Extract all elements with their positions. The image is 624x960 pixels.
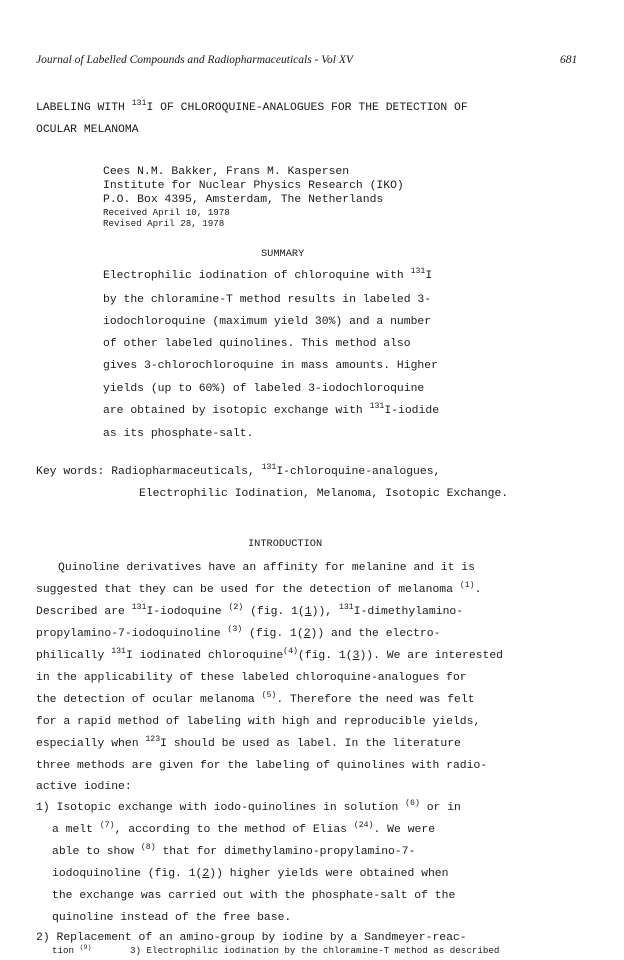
intro-line: in the applicability of these labeled chloroquine-analogues for: [36, 672, 467, 684]
summary-heading: SUMMARY: [261, 248, 305, 260]
intro-line: Described are $^{131}$I-iodoquine $^{(2)}$ (fig. 1(1)), $^{131}$I-dimethylamino-: [36, 603, 464, 618]
intro-line: three methods are given for the labeling of quinolines with radio-: [36, 760, 488, 772]
method-item-1-line: the exchange was carried out with the phosphate-salt of the: [52, 890, 456, 902]
summary-line: Electrophilic iodination of chloroquine with $^{131}$I: [103, 267, 433, 282]
summary-line: are obtained by isotopic exchange with $^{131}$I-iodide: [103, 402, 440, 417]
intro-line: active iodine:: [36, 781, 132, 793]
keywords-line: Electrophilic Iodination, Melanoma, Isotopic Exchange.: [139, 488, 509, 500]
summary-line: of other labeled quinolines. This method also: [103, 338, 411, 350]
method-item-1-line: a melt $^{(7)}$, according to the method of Elias $^{(24)}$. We were: [52, 821, 436, 836]
intro-line: suggested that they can be used for the detection of melanoma $^{(1)}$.: [36, 581, 482, 596]
intro-line: Quinoline derivatives have an affinity for melanine and it is: [58, 562, 475, 574]
keywords-line: Key words: Radiopharmaceuticals, $^{131}$I-chloroquine-analogues,: [36, 463, 441, 478]
method-item-1-line: iodoquinoline (fig. 1(2)) higher yields were obtained when: [52, 868, 449, 880]
method-item-2: 2) Replacement of an amino-group by iodine by a Sandmeyer-reac-: [36, 932, 467, 944]
method-item-1-line: able to show $^{(8)}$ that for dimethylamino-propylamino-7-: [52, 843, 416, 858]
received-date: Received April 10, 1978: [103, 207, 230, 218]
revised-date: Revised April 28, 1978: [103, 218, 225, 229]
paper-title: LABELING WITH $^{131}$I OF CHLOROQUINE-ANALOGUES FOR THE DETECTION OF: [36, 99, 468, 114]
summary-line: iodochloroquine (maximum yield 30%) and a number: [103, 316, 432, 328]
author-institute: Institute for Nuclear Physics Research (IKO): [103, 180, 404, 192]
summary-line: as its phosphate-salt.: [103, 428, 254, 440]
paper-title-line2: OCULAR MELANOMA: [36, 124, 139, 136]
method-item-3: 3) Electrophilic iodination by the chloramine-T method as described: [130, 945, 500, 956]
method-item-1-line: quinoline instead of the free base.: [52, 912, 292, 924]
summary-line: gives 3-chlorochloroquine in mass amounts. Higher: [103, 360, 438, 372]
intro-line: especially when $^{123}$I should be used as label. In the literature: [36, 735, 461, 750]
intro-line: propylamino-7-iodoquinoline $^{(3)}$ (fig. 1(2)) and the electro-: [36, 625, 441, 640]
summary-line: yields (up to 60%) of labeled 3-iodochloroquine: [103, 383, 425, 395]
author-names: Cees N.M. Bakker, Frans M. Kaspersen: [103, 166, 350, 178]
author-address: P.O. Box 4395, Amsterdam, The Netherlands: [103, 194, 384, 206]
intro-line: philically $^{131}$I iodinated chloroquine$^{(4)}$(fig. 1(3)). We are interested: [36, 647, 503, 662]
method-item-2-line: tion $^{(9)}$: [52, 943, 92, 956]
method-item-1: 1) Isotopic exchange with iodo-quinolines in solution $^{(6)}$ or in: [36, 799, 461, 814]
introduction-heading: INTRODUCTION: [248, 538, 323, 550]
page-number: 681: [560, 54, 578, 66]
intro-line: the detection of ocular melanoma $^{(5)}$. Therefore the need was felt: [36, 691, 475, 706]
summary-line: by the chloramine-T method results in labeled 3-: [103, 294, 432, 306]
intro-line: for a rapid method of labeling with high and reproducible yields,: [36, 716, 481, 728]
journal-header: Journal of Labelled Compounds and Radiopharmaceuticals - Vol XV: [36, 54, 353, 66]
